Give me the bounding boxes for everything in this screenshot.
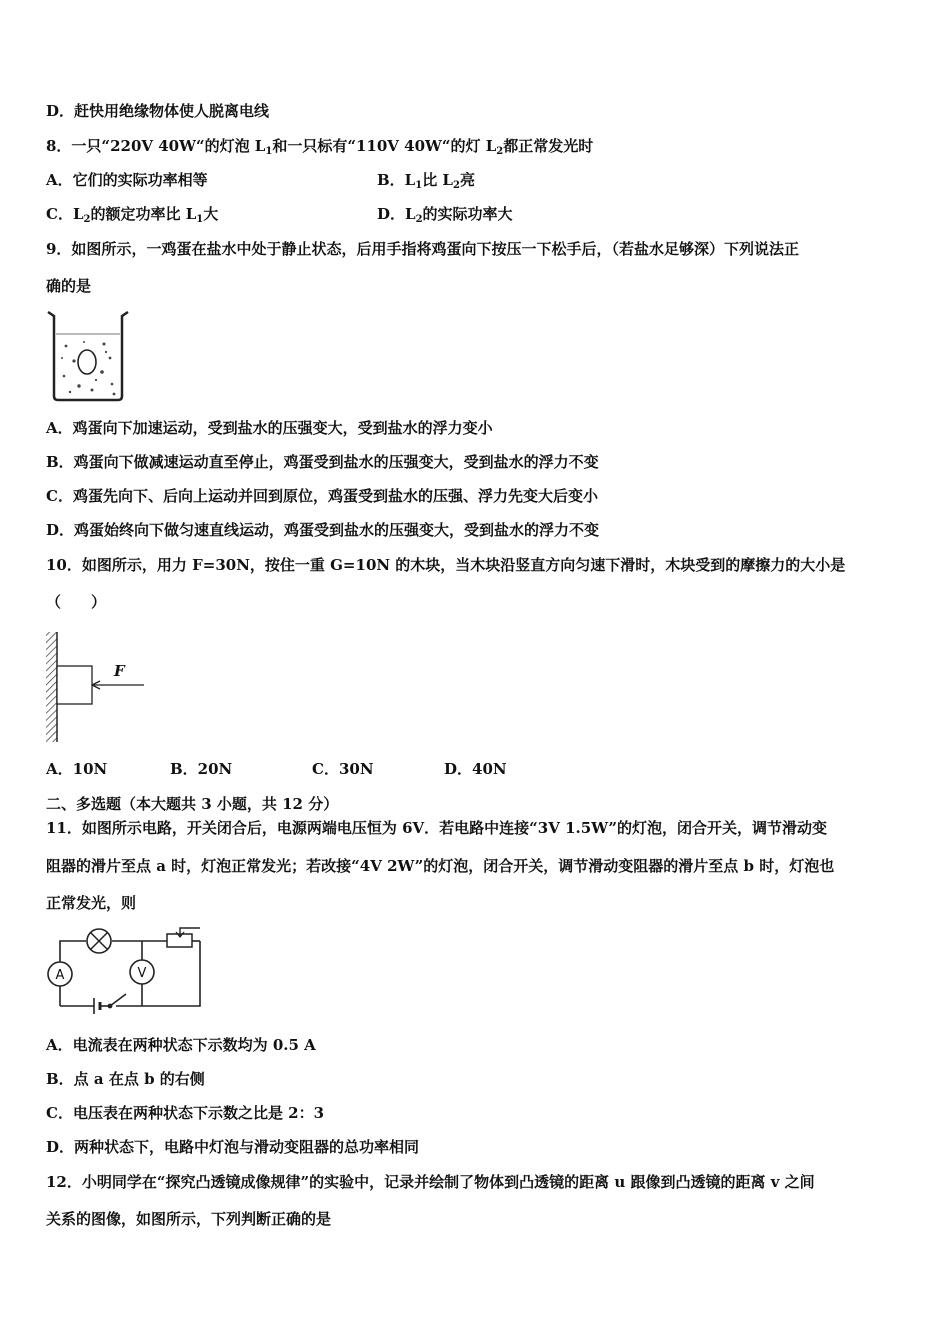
q10-stem-line1: 10．如图所示，用力 F=30N，按住一重 G=10N 的木块，当木块沿竖直方向匀速下滑时，木块受到的摩擦力的大小是 [46,556,846,574]
wall-hatch [46,632,57,742]
q9-stem-line2: 确的是 [46,277,92,295]
q8-optd-part1: D．L [377,205,416,223]
voltmeter-label: V [137,966,147,981]
force-label: F [114,662,125,680]
q8-stem-part3: 都正常发光时 [503,137,594,155]
q11-stem-line2: 阻器的滑片至点 a 时，灯泡正常发光；若改接“4V 2W”的灯泡，闭合开关，调节滑动变阻器的滑片至点 b 时，灯泡也 [46,857,835,875]
q8-optc-sub2: 2 [83,214,91,225]
ammeter-icon [48,962,72,986]
q8-stem-sub2: 2 [496,146,504,157]
q11-option-b: B．点 a 在点 b 的右侧 [46,1070,205,1088]
q8-optd-part2: 的实际功率大 [422,205,513,223]
q9-option-b: B．鸡蛋向下做减速运动直至停止，鸡蛋受到盐水的压强变大，受到盐水的浮力不变 [46,453,599,471]
q8-optb-part3: 亮 [459,171,475,189]
q9-option-c: C．鸡蛋先向下、后向上运动并回到原位，鸡蛋受到盐水的压强、浮力先变大后变小 [46,487,598,505]
battery-icon [94,998,110,1014]
q8-optb-sub2: 2 [452,180,460,191]
q8-optc-sub1: 1 [196,214,204,225]
q11-option-d: D．两种状态下，电路中灯泡与滑动变阻器的总功率相同 [46,1138,420,1156]
q8-stem [46,136,593,162]
q10-option-d: D．40N [444,760,507,778]
q11-option-a: A．电流表在两种状态下示数均为 0.5 A [46,1036,316,1054]
q9-stem-line1: 9．如图所示，一鸡蛋在盐水中处于静止状态，后用手指将鸡蛋向下按压一下松手后，（若盐水足够深）下列说法正 [46,240,799,258]
voltmeter-icon [130,960,154,984]
ammeter-label: A [55,968,65,983]
egg-icon [78,350,96,374]
lamp-icon [87,929,111,953]
q10-option-a: A．10N [46,760,108,778]
wooden-block [57,666,92,704]
q11-stem-line1: 11．如图所示电路，开关闭合后，电源两端电压恒为 6V．若电路中连接“3V 1.5W”的灯泡，闭合开关，调节滑动变 [46,819,827,837]
q12-stem-line1: 12．小明同学在“探究凸透镜成像规律”的实验中，记录并绘制了物体到凸透镜的距离 u 跟像到凸透镜的距离 v 之间 [46,1173,815,1191]
q8-stem-part1: 8．一只“220V 40W“的灯泡 L [46,137,266,155]
q11-circuit-diagram [44,924,208,1016]
q10-wall-block-figure [44,630,154,744]
rheostat-icon [167,928,200,947]
q9-option-a: A．鸡蛋向下加速运动，受到盐水的压强变大，受到盐水的浮力变小 [46,419,493,437]
q8-optc-part3: 大 [203,205,219,223]
q8-option-d [377,204,513,230]
q11-stem-line3: 正常发光，则 [46,894,137,912]
q8-option-a: A．它们的实际功率相等 [46,171,208,189]
q8-stem-sub1: 1 [265,146,273,157]
q8-option-b [377,170,475,196]
section2-title: 二、多选题（本大题共 3 小题，共 12 分） [46,795,339,813]
q8-stem-part2: 和一只标有“110V 40W“的灯 L [272,137,497,155]
q8-optb-part1: B．L [377,171,416,189]
q8-optb-sub1: 1 [415,180,423,191]
q10-stem-line2: （ ） [46,593,107,611]
q8-optb-part2: 比 L [422,171,453,189]
q12-stem-line2: 关系的图像，如图所示，下列判断正确的是 [46,1210,332,1228]
q10-option-c: C．30N [312,760,374,778]
q11-option-c: C．电压表在两种状态下示数之比是 2：3 [46,1104,325,1122]
q10-option-b: B．20N [170,760,233,778]
q8-optc-part2: 的额定功率比 L [90,205,197,223]
q8-optc-part1: C．L [46,205,84,223]
q8-option-c [46,204,218,230]
q7-option-d: D．赶快用绝缘物体使人脱离电线 [46,102,270,120]
q9-option-d: D．鸡蛋始终向下做匀速直线运动，鸡蛋受到盐水的压强变大，受到盐水的浮力不变 [46,521,600,539]
q9-beaker-figure [44,306,134,404]
q8-optd-sub2: 2 [415,214,423,225]
